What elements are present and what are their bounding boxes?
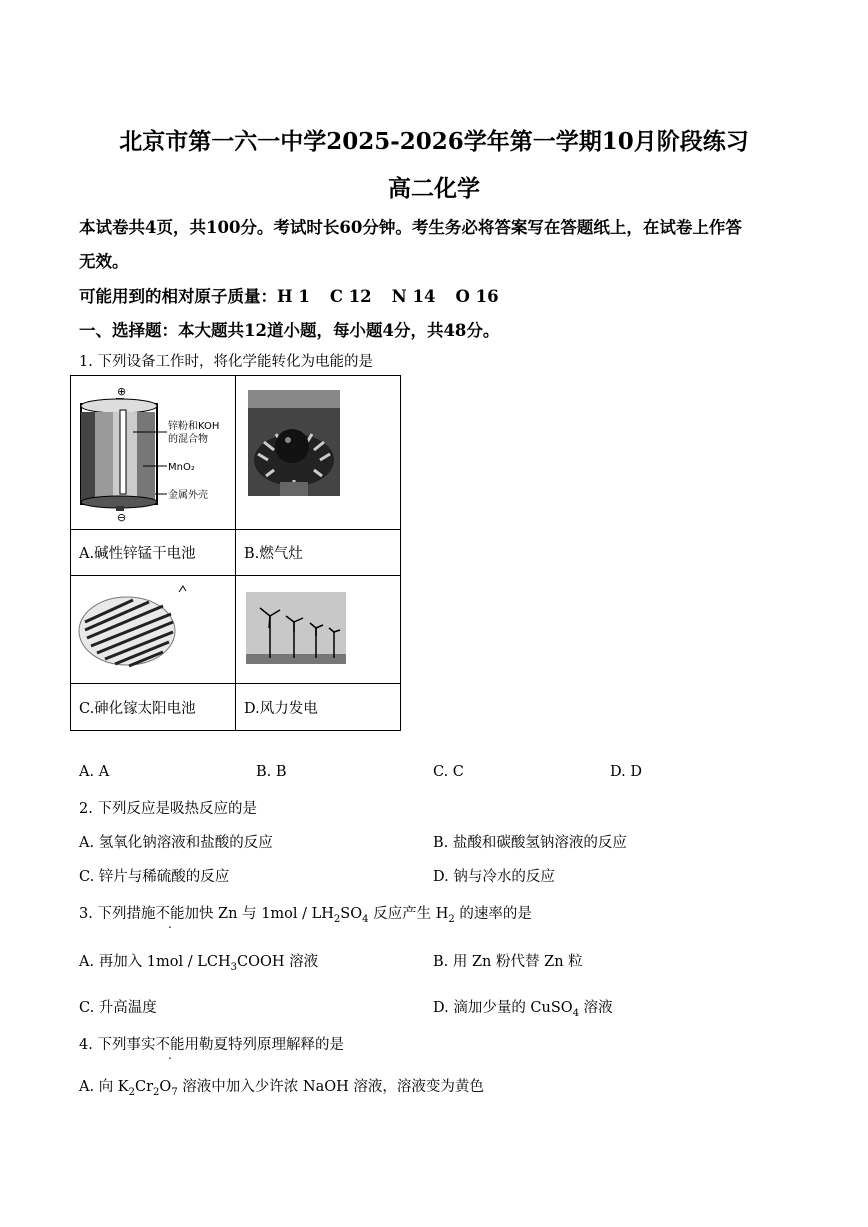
minus-terminal-icon: ⊖: [117, 511, 127, 524]
solar-image-cell: [71, 576, 236, 684]
solar-panel-image: [71, 576, 235, 679]
atomic-mass-c: C 12: [329, 287, 372, 306]
q2-choice-a[interactable]: A. 氢氧化钠溶液和盐酸的反应: [79, 835, 273, 851]
q1-choice-b[interactable]: B. B: [256, 764, 287, 780]
q3-choice-a[interactable]: A. 再加入 $1mol / LCH_3COOH$ 溶液: [79, 954, 319, 973]
atomic-masses-label: 可能用到的相对原子质量：: [79, 287, 277, 306]
subject-title: 高二化学: [388, 175, 480, 202]
option-c-label: C.砷化镓太阳电池: [71, 684, 236, 731]
gas-stove-image: [236, 376, 400, 525]
q3-choice-c[interactable]: C. 升高温度: [79, 1000, 157, 1016]
wind-image-cell: [236, 576, 401, 684]
q2-choice-c[interactable]: C. 锌片与稀硫酸的反应: [79, 869, 230, 885]
option-a-label: A.碱性锌锰干电池: [71, 530, 236, 576]
instructions-line2: 无效。: [79, 252, 129, 271]
atomic-mass-o: O 16: [455, 287, 499, 306]
q3-stem: 3. 下列措施不能加快 Zn 与 $1mol / LH_2SO_4$ 反应产生 $H_2$ 的速率的是: [79, 906, 532, 925]
atomic-masses: [79, 283, 499, 307]
svg-text:金属外壳: 金属外壳: [168, 490, 208, 501]
svg-text:MnO₂: MnO₂: [168, 462, 195, 473]
instructions-line1: 本试卷共4页，共100分。考试时长60分钟。考生务必将答案写在答题纸上，在试卷上作答: [79, 218, 742, 237]
q4-negation: 不能: [155, 1037, 185, 1053]
q1-options-table: [70, 375, 401, 731]
q2-stem: 2. 下列反应是吸热反应的是: [79, 801, 257, 817]
option-b-label: B.燃气灶: [236, 530, 401, 576]
stove-image-cell: [236, 376, 401, 530]
wind-turbines-image: [236, 576, 400, 679]
q1-choice-c[interactable]: C. C: [433, 764, 464, 780]
q1-choice-d[interactable]: D. D: [610, 764, 642, 780]
svg-text:锌粉和KOH: 锌粉和KOH: [168, 421, 220, 432]
q2-choice-b[interactable]: B. 盐酸和碳酸氢钠溶液的反应: [433, 835, 627, 851]
atomic-mass-h: H 1: [277, 287, 310, 306]
q2-choice-d[interactable]: D. 钠与冷水的反应: [433, 869, 555, 885]
q4-stem: 4. 下列事实不能用勒夏特列原理解释的是: [79, 1037, 344, 1053]
plus-terminal-icon: ⊕: [117, 385, 127, 398]
q3-choice-d[interactable]: D. 滴加少量的 CuSO$_4$ 溶液: [433, 1000, 613, 1019]
svg-text:的混合物: 的混合物: [168, 434, 208, 445]
q4-choice-a[interactable]: A. 向 $K_2Cr_2O_7$ 溶液中加入少许浓 NaOH 溶液，溶液变为黄色: [79, 1079, 484, 1098]
option-d-label: D.风力发电: [236, 684, 401, 731]
q1-stem: 1. 下列设备工作时，将化学能转化为电能的是: [79, 354, 373, 370]
exam-title: 北京市第一六一中学2025-2026学年第一学期10月阶段练习: [119, 128, 749, 155]
atomic-mass-n: N 14: [391, 287, 436, 306]
q1-choice-a[interactable]: A. A: [79, 764, 110, 780]
alkaline-battery-diagram: [71, 376, 235, 525]
q3-choice-b[interactable]: B. 用 Zn 粉代替 Zn 粒: [433, 954, 583, 970]
section-heading: 一、选择题：本大题共12道小题，每小题4分，共48分。: [79, 321, 500, 340]
q3-negation: 不能: [155, 906, 185, 922]
battery-image-cell: [71, 376, 236, 530]
